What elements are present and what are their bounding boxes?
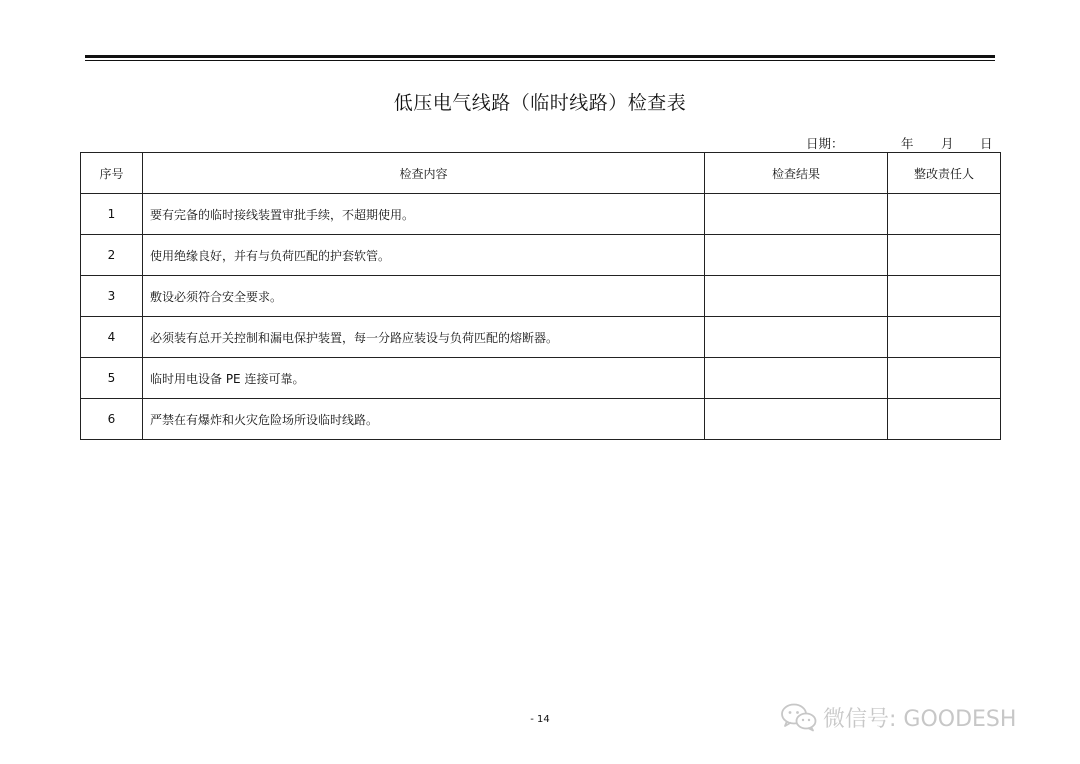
header-content: 检查内容: [143, 153, 705, 194]
row-number: 5: [81, 358, 143, 399]
row-result-cell[interactable]: [705, 358, 888, 399]
row-content: 临时用电设备 PE 连接可靠。: [143, 358, 705, 399]
wechat-icon: [779, 702, 819, 732]
row-responsible-cell[interactable]: [888, 194, 1001, 235]
row-number: 3: [81, 276, 143, 317]
header-responsible: 整改责任人: [888, 153, 1001, 194]
date-day-label: 日: [980, 136, 993, 151]
row-number: 2: [81, 235, 143, 276]
inspection-table: [80, 152, 1001, 440]
header-result: 检查结果: [705, 153, 888, 194]
row-number: 4: [81, 317, 143, 358]
row-number: 1: [81, 194, 143, 235]
header-rule-thick: [85, 55, 995, 58]
row-content: 使用绝缘良好，并有与负荷匹配的护套软管。: [143, 235, 705, 276]
table-row: [81, 235, 1001, 276]
watermark: [779, 700, 1016, 734]
row-responsible-cell[interactable]: [888, 317, 1001, 358]
header-rule-thin: [85, 60, 995, 61]
row-responsible-cell[interactable]: [888, 399, 1001, 440]
row-content: 必须装有总开关控制和漏电保护装置，每一分路应装设与负荷匹配的熔断器。: [143, 317, 705, 358]
date-label: 日期：: [806, 136, 844, 151]
row-responsible-cell[interactable]: [888, 276, 1001, 317]
page-number: - 14: [530, 714, 550, 725]
row-content: 严禁在有爆炸和火灾危险场所设临时线路。: [143, 399, 705, 440]
date-year-label: 年: [901, 136, 914, 151]
row-content: 敷设必须符合安全要求。: [143, 276, 705, 317]
page-title: 低压电气线路（临时线路）检查表: [393, 92, 687, 114]
row-result-cell[interactable]: [705, 276, 888, 317]
row-result-cell[interactable]: [705, 399, 888, 440]
row-responsible-cell[interactable]: [888, 235, 1001, 276]
header-no: 序号: [81, 153, 143, 194]
row-number: 6: [81, 399, 143, 440]
row-responsible-cell[interactable]: [888, 358, 1001, 399]
table-row: [81, 276, 1001, 317]
table-row: [81, 317, 1001, 358]
date-line: [780, 134, 995, 152]
row-content: 要有完备的临时接线装置审批手续，不超期使用。: [143, 194, 705, 235]
table-row: [81, 358, 1001, 399]
table-row: [81, 399, 1001, 440]
table-row: [81, 194, 1001, 235]
row-result-cell[interactable]: [705, 235, 888, 276]
date-month-label: 月: [941, 136, 954, 151]
row-result-cell[interactable]: [705, 317, 888, 358]
table-header-row: [81, 153, 1001, 194]
watermark-text: 微信号: GOODESH: [823, 706, 1017, 732]
row-result-cell[interactable]: [705, 194, 888, 235]
